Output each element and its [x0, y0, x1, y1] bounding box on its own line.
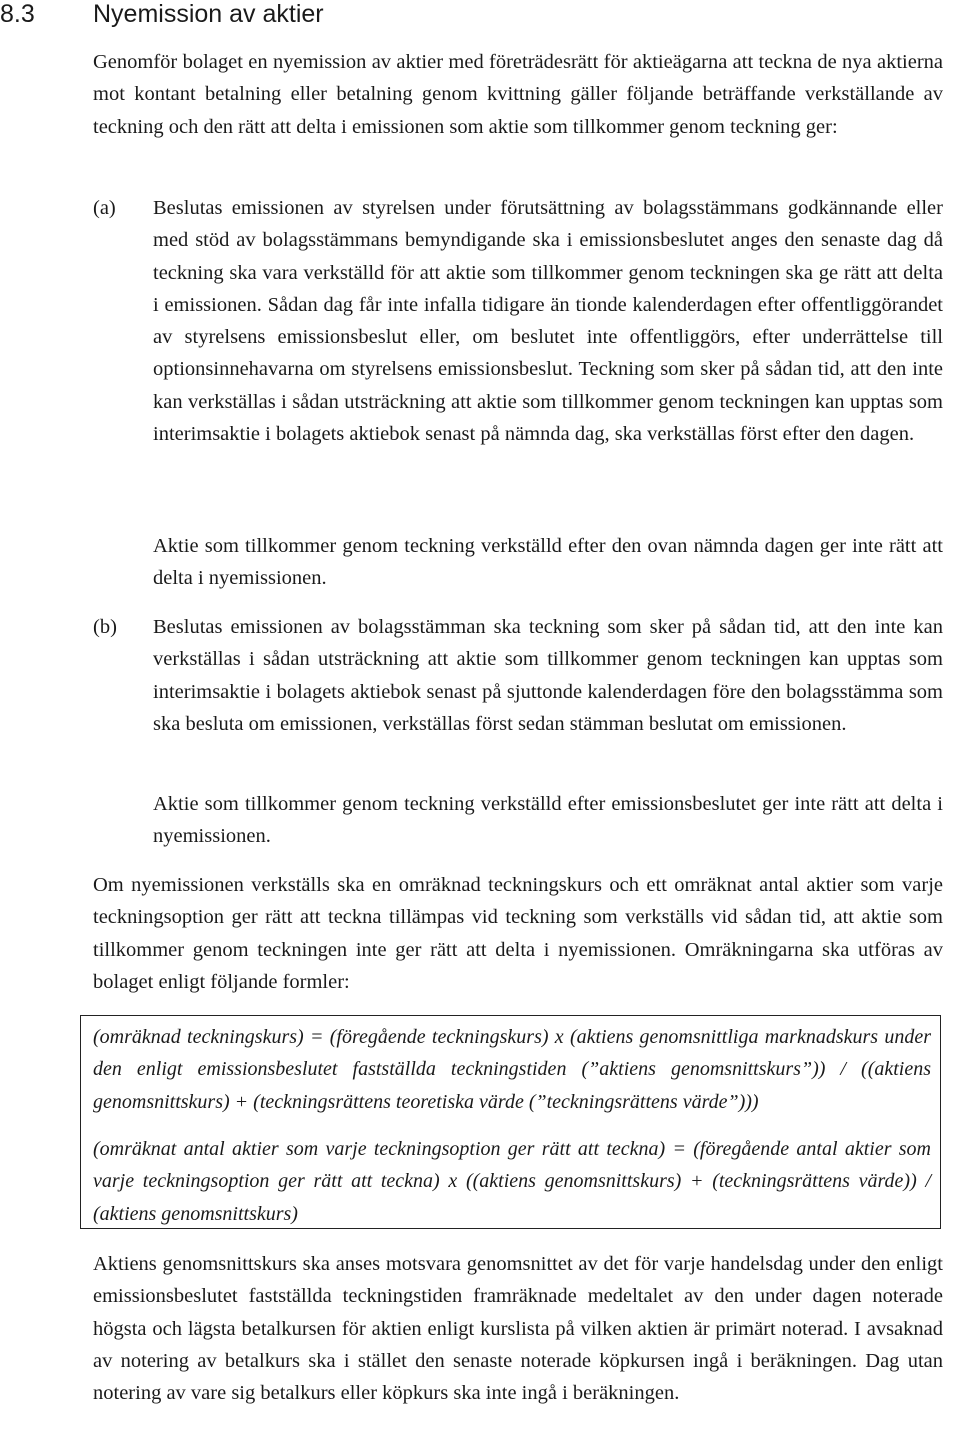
item-b-text: Beslutas emissionen av bolagsstämman ska teckning som sker på sådan tid, att den inte kan verkställas i sådan utsträckning att aktie som tillkommer genom teckningen kan upptas som interimsaktie i bolagets aktiebok senast på sjuttonde kalenderdagen före den bolagsstämma som ska besluta om emissionen, verkställas först sedan stämman beslutat om emissionen. [153, 616, 943, 735]
section-number: 8.3 [0, 0, 35, 28]
formula-subscription-price: (omräknad teckningskurs) = (föregående teckningskurs) x (aktiens genomsnittliga marknadskurs under den enligt emissionsbeslutet fastställda teckningstiden (”aktiens genomsnittskurs”)) / ((aktiens genomsnittskurs) + (teckningsrättens teoretiska värde (”teckningsrättens värde”))) [93, 1026, 931, 1113]
item-a-label: (a) [93, 197, 116, 219]
section-heading [0, 0, 324, 28]
section-title: Nyemission av aktier [93, 0, 324, 28]
item-a-note: Aktie som tillkommer genom teckning verkställd efter den ovan nämnda dagen ger inte rätt att delta i nyemissionen. [153, 535, 943, 590]
item-b-label: (b) [93, 616, 117, 638]
average-price-paragraph: Aktiens genomsnittskurs ska anses motsvara genomsnittet av det för varje handelsdag under den enligt emissionsbeslutet fastställda teckningstiden framräknade medeltalet av den under dagen noterade högsta och lägsta betalkursen för aktien enligt kurslista på vilken aktien är primärt noterad. I avsaknad av notering av betalkurs ska i stället den senaste noterade köpkursen ingå i beräkningen. Dag utan notering av vare sig betalkurs eller köpkurs ska inte ingå i beräkningen. [93, 1253, 943, 1405]
item-a-text: Beslutas emissionen av styrelsen under förutsättning av bolagsstämmans godkännande eller med stöd av bolagsstämmans bemyndigande ska i emissionsbeslutet anges den senaste dag då teckning ska vara verkställd för att aktie som tillkommer genom teckningen ska ge rätt att delta i emissionen. Sådan dag får inte infalla tidigare än tionde kalenderdagen efter offentliggörandet av styrelsens emissionsbeslut eller, om beslutet inte offentliggörs, efter underrättelse till optionsinnehavarna om styrelsens emissionsbeslut. Teckning som sker på sådan tid, att den inte kan verkställas i sådan utsträckning att aktie som tillkommer genom teckningen kan upptas som interimsaktie i bolagets aktiebok senast på nämnda dag, ska verkställas först efter den dagen. [153, 197, 943, 446]
item-b-note: Aktie som tillkommer genom teckning verkställd efter emissionsbeslutet ger inte rätt att delta i nyemissionen. [153, 793, 943, 848]
formula-share-count: (omräknat antal aktier som varje teckningsoption ger rätt att teckna) = (föregående antal aktier som varje teckningsoption ger rätt att teckna) x ((aktiens genomsnittskurs) + (teckningsrättens värde)) / (aktiens genomsnittskurs) [93, 1138, 931, 1225]
recalculation-paragraph: Om nyemissionen verkställs ska en omräknad teckningskurs och ett omräknat antal aktier som varje teckningsoption ger rätt att teckna tillämpas vid teckning som verkställs vid sådan tid, att aktie som tillkommer genom teckningen inte ger rätt att delta i nyemissionen. Omräkningarna ska utföras av bolaget enligt följande formler: [93, 874, 943, 993]
formula-box [80, 1015, 941, 1229]
intro-paragraph: Genomför bolaget en nyemission av aktier med företrädesrätt för aktieägarna att teckna de nya aktierna mot kontant betalning eller betalning genom kvittning gäller följande beträffande verkställande av teckning och den rätt att delta i emissionen som aktie som tillkommer genom teckning ger: [93, 51, 943, 138]
